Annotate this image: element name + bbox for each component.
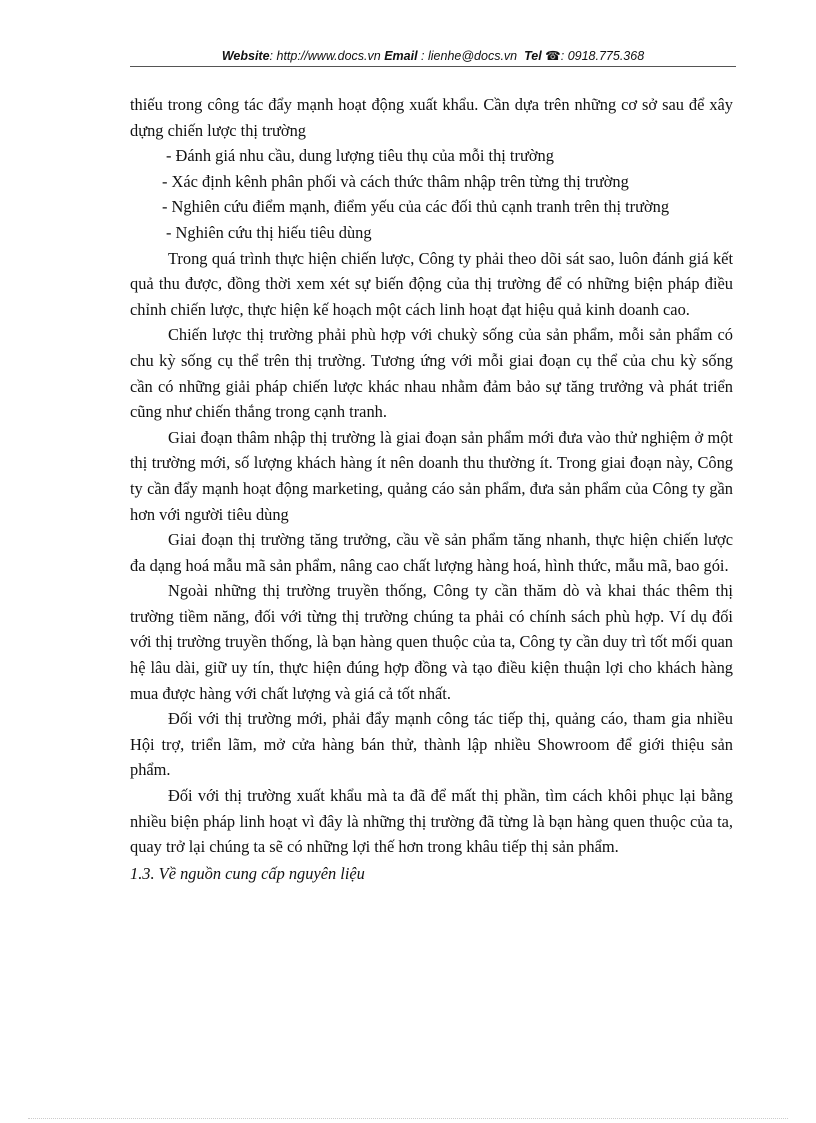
section-heading: 1.3. Về nguồn cung cấp nguyên liệu (130, 863, 365, 883)
paragraph-new-markets: Đối với thị trường mới, phải đẩy mạnh công tác tiếp thị, quảng cáo, tham gia nhiều Hội trợ, triển lãm, mở cửa hàng bán thử, thành lập nhiều Showroom để giới thiệu sản phẩm. (130, 709, 733, 780)
website-label: Website (221, 49, 270, 63)
bullet-demand: - Đánh giá nhu cầu, dung lượng tiêu thụ của mỗi thị trường (166, 146, 554, 166)
page-bottom-border (28, 1118, 788, 1119)
bullet-competitors: - Nghiên cứu điểm mạnh, điểm yếu của các đối thủ cạnh tranh trên thị trường (162, 197, 670, 217)
email-value[interactable]: : lienhe@docs.vn (421, 49, 518, 63)
paragraph-lost-markets: Đối với thị trường xuất khẩu mà ta đã để mất thị phần, tìm cách khôi phục lại bằng nhiều biện pháp linh hoạt vì đây là những thị trường đã từng là bạn hàng quen thuộc của ta, quay trở lại chúng ta sẽ có những lợi thế hơn trong khâu tiếp thị sản phẩm. (130, 786, 733, 857)
paragraph-implementation: Trong quá trình thực hiện chiến lược, Công ty phải theo dõi sát sao, luôn đánh giá kết quả thu được, đồng thời xem xét sự biến động của thị trường để có những biện pháp điều chỉnh chiến lược, thực hiện kế hoạch một cách linh hoạt đạt hiệu quả kinh doanh cao. (130, 248, 733, 319)
paragraph-penetration: Giai đoạn thâm nhập thị trường là giai đoạn sản phẩm mới đưa vào thử nghiệm ở một thị trường mới, số lượng khách hàng ít nên doanh thu thường ít. Trong giai đoạn này, Công ty cần đẩy mạnh hoạt động marketing, quảng cáo sản phẩm, đưa sản phẩm của Công ty gần hơn với người tiêu dùng (130, 427, 733, 524)
tel-value: ☎: 0918.775.368 (545, 49, 645, 63)
document-body (130, 92, 733, 886)
website-value[interactable]: : http://www.docs.vn (269, 49, 381, 63)
paragraph-growth: Giai đoạn thị trường tăng trưởng, cầu về sản phẩm tăng nhanh, thực hiện chiến lược đa dạng hoá mẫu mã sản phẩm, nâng cao chất lượng hàng hoá, hình thức, mẫu mã, bao gói. (130, 530, 733, 575)
bullet-tastes: - Nghiên cứu thị hiếu tiêu dùng (166, 222, 372, 242)
paragraph-intro: thiếu trong công tác đẩy mạnh hoạt động xuất khẩu. Cần dựa trên những cơ sở sau để xây dựng chiến lược thị trường (130, 95, 733, 140)
paragraph-traditional-markets: Ngoài những thị trường truyền thống, Công ty cần thăm dò và khai thác thêm thị trường tiềm năng, đối với từng thị trường chúng ta phải có chính sách phù hợp. Ví dụ đối với thị trường truyền thống, là bạn hàng quen thuộc của ta, Công ty cần duy trì tốt mối quan hệ lâu dài, giữ uy tín, thực hiện đúng hợp đồng và tạo điều kiện thuận lợi cho khách hàng mua được hàng với chất lượng và giá cả tốt nhất. (130, 581, 733, 703)
paragraph-lifecycle: Chiến lược thị trường phải phù hợp với chukỳ sống của sản phẩm, mỗi sản phẩm có chu kỳ sống cụ thể trên thị trường. Tương ứng với mỗi giai đoạn cụ thể của chu kỳ sống cần có những giải pháp chiến lược khác nhau nhằm đảm bảo sự tăng trưởng và phát triển cũng như chiến thắng trong cạnh tranh. (130, 325, 733, 422)
tel-label: Tel (524, 49, 542, 63)
page-header (130, 48, 736, 63)
bullet-channels: - Xác định kênh phân phối và cách thức thâm nhập trên từng thị trường (162, 171, 629, 191)
email-label: Email (384, 49, 418, 63)
header-divider (130, 66, 736, 67)
